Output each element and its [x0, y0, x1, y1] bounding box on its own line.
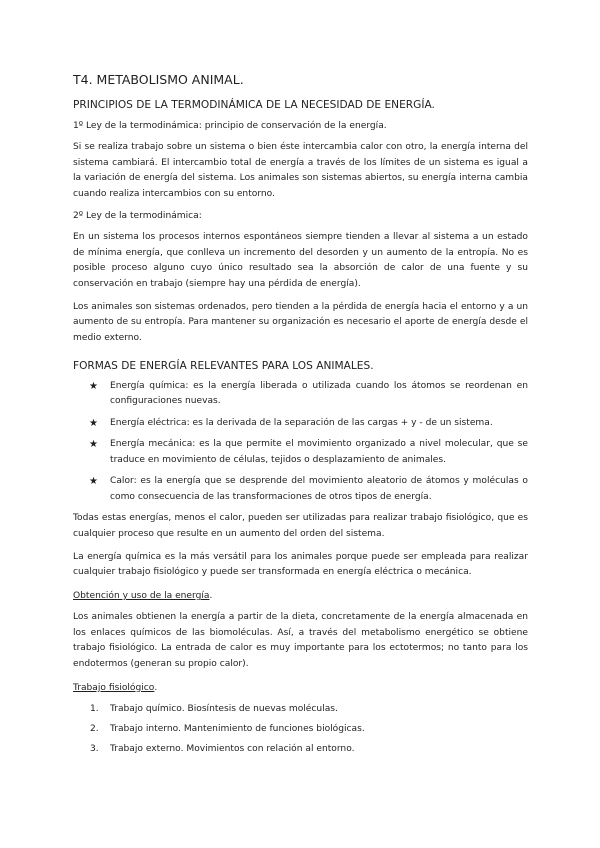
energy-forms-list: [73, 379, 528, 506]
list-item: [73, 702, 528, 717]
list-number: 1.: [90, 703, 99, 714]
star-bullet-icon: ★: [89, 439, 98, 451]
list-item-text: Calor: es la energía que se desprende del movimiento aleatorio de átomos y moléculas o como consecuencia de las transformaciones de otros tipos de energía.: [110, 476, 528, 502]
energy-obtention-paragraph: Los animales obtienen la energía a partir de la dieta, concretamente de la energía almacenada en los enlaces químicos de las biomoléculas. Así, a través del metabolismo energético se obtiene trabajo fisiológico. La entrada de calor es muy importante para los ectotermos; no tanto para los endotermos (generan su propio calor).: [73, 612, 528, 670]
list-number: 2.: [90, 723, 99, 734]
list-item-text: Trabajo interno. Mantenimiento de funciones biológicas.: [110, 723, 365, 734]
list-item: [73, 437, 528, 468]
work-types-list: [73, 702, 528, 757]
heading-text: Trabajo fisiológico: [73, 682, 155, 693]
energy-obtention-heading: [73, 590, 528, 603]
list-item-text: Energía mecánica: es la que permite el movimiento organizado a nivel molecular, que se traduce en movimiento de células, tejidos o desplazamiento de animales.: [110, 439, 528, 465]
list-item: [73, 416, 528, 432]
physiological-work-heading: [73, 682, 528, 695]
section-heading-energy-forms: FORMAS DE ENERGÍA RELEVANTES PARA LOS ANIMALES.: [73, 359, 374, 372]
list-item-text: Trabajo químico. Biosíntesis de nuevas moléculas.: [110, 703, 338, 714]
list-item: [73, 742, 528, 757]
list-number: 3.: [90, 743, 99, 754]
page-title: T4. METABOLISMO ANIMAL.: [73, 72, 244, 87]
heading-text: Obtención y uso de la energía: [73, 591, 210, 602]
page-content: [73, 72, 528, 762]
animals-order-paragraph: Los animales son sistemas ordenados, pero tienden a la pérdida de energía hacia el entorno y a un aumento de su entropía. Para mantener su organización es necesario el aporte de energía desde el medio externo.: [73, 301, 528, 344]
second-law-paragraph: En un sistema los procesos internos espontáneos siempre tienden a llevar al sistema a un estado de mínima energía, que conlleva un incremento del desorden y un aumento de la entropía. No es posible proceso alguno cuyo único resultado sea la absorción de calor de una fuente y su conservación en trabajo (siempre hay una pérdida de energía).: [73, 231, 528, 289]
list-item-text: Energía química: es la energía liberada o utilizada cuando los átomos se reordenan en configuraciones nuevas.: [110, 380, 528, 407]
first-law-heading: 1º Ley de la termodinámica: principio de conservación de la energía.: [73, 121, 387, 131]
list-item: [73, 474, 528, 505]
star-bullet-icon: ★: [89, 380, 98, 392]
heading-suffix: .: [154, 682, 158, 693]
list-item-text: Trabajo externo. Movimientos con relación al entorno.: [110, 743, 355, 754]
second-law-heading: 2º Ley de la termodinámica:: [73, 210, 202, 221]
star-bullet-icon: ★: [89, 476, 98, 488]
list-item-text: Energía eléctrica: es la derivada de la separación de las cargas + y - de un sistema.: [110, 417, 493, 428]
physiological-work-paragraph: Todas estas energías, menos el calor, pueden ser utilizadas para realizar trabajo fisiológico, que es cualquier proceso que resulte en un aumento del orden del sistema.: [73, 513, 528, 539]
star-bullet-icon: ★: [89, 417, 98, 429]
heading-suffix: .: [209, 591, 213, 602]
first-law-paragraph: Si se realiza trabajo sobre un sistema o bien éste intercambia calor con otro, la energía interna del sistema cambiará. El intercambio total de energía a través de los límites de un sistema es igual a la variación de energía del sistema. Los animales son sistemas abiertos, su energía interna cambia cuando realiza intercambios con su entorno.: [73, 142, 528, 200]
list-item: [73, 722, 528, 737]
chemical-energy-paragraph: La energía química es la más versátil para los animales porque puede ser empleada para realizar cualquier trabajo fisiológico y puede ser transformada en energía eléctrica o mecánica.: [73, 551, 528, 578]
section-heading-thermodynamics: PRINCIPIOS DE LA TERMODINÁMICA DE LA NECESIDAD DE ENERGÍA.: [73, 99, 435, 111]
list-item: [73, 379, 528, 410]
